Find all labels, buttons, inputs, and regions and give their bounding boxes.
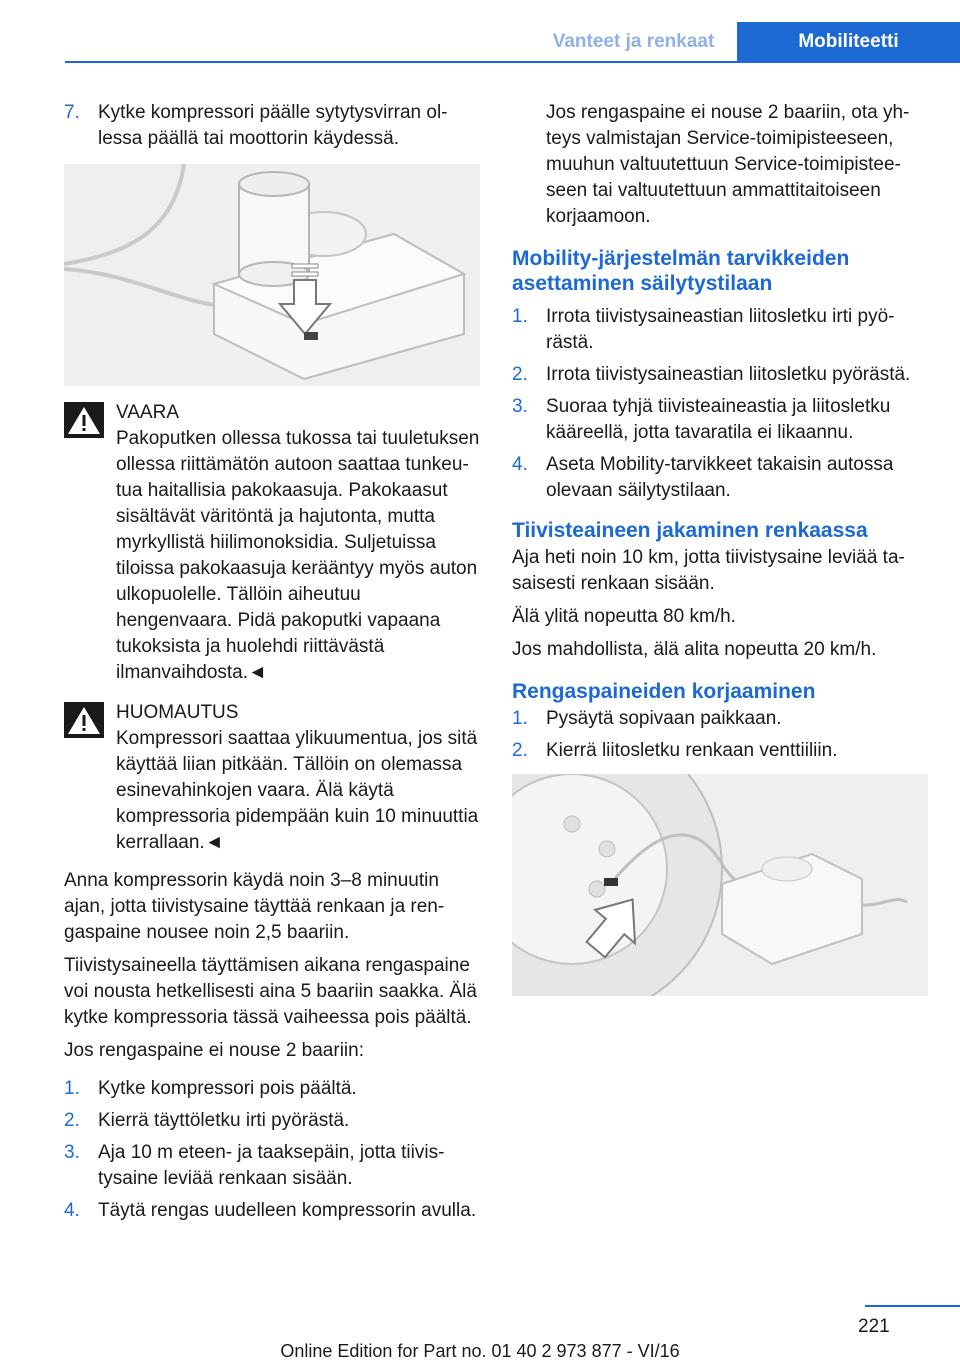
paragraph: Anna kompressorin käydä noin 3–8 minuutin ajan, jotta tiivistysaine täyttää renkaan ja rengaspaine nousee noin 2,5 baariin. <box>64 870 445 943</box>
paragraph: Aja heti noin 10 km, jotta tiivistysaine leviää tasaisesti renkaan sisään. <box>512 547 905 594</box>
compressor-figure <box>64 164 480 386</box>
warning-text: Pakoputken ollessa tukossa tai tuuletuksen ollessa riittämätön autoon saattaa tunkeutua haitallisia pakokaasuja. Pakokaasut sisältävät väritöntä ja hajutonta, mutta myrkyllistä hiilimonoksidia. Suljetuissa tiloissa pakokaasuja kerääntyy myös auton ulkopuolelle. Tällöin aiheutuu hengenvaara. Pidä pakoputki vapaana tukoksista ja huolehdi riittävästä ilmanvaihdosta.◄ <box>116 428 480 683</box>
right-column <box>512 100 928 996</box>
list-item: 3. Aja 10 m eteen- ja taaksepäin, jotta tiivistysaine leviää renkaan sisään. <box>64 1142 445 1189</box>
pressure-steps-list <box>64 1076 480 1224</box>
online-edition-note: Online Edition for Part no. 01 40 2 973 877 - VI/16 <box>280 1341 680 1361</box>
warning-danger <box>64 400 480 686</box>
list-item: 4. Aseta Mobility-tarvikkeet takaisin autossa olevaan säilytystilaan. <box>512 454 894 501</box>
tire-valve-figure <box>512 774 928 996</box>
paragraph: Jos rengaspaine ei nouse 2 baariin: <box>64 1040 364 1061</box>
storage-list <box>512 304 928 504</box>
list-text: Kytke kompressori päälle sytytysvirran ollessa päällä tai moottorin käydessä. <box>98 102 448 149</box>
list-item <box>64 100 480 152</box>
list-item: 1. Pysäytä sopivaan paikkaan. <box>512 708 782 729</box>
compressor-illustration <box>64 164 480 386</box>
list-item: 1. Kytke kompressori pois päältä. <box>64 1078 357 1099</box>
tab-vanteet-ja-renkaat[interactable]: Vanteet ja renkaat <box>530 22 737 61</box>
notice-title: HUOMAUTUS <box>116 702 239 723</box>
warning-title: VAARA <box>116 402 180 423</box>
paragraph: Jos mahdollista, älä alita nopeutta 20 km/h. <box>512 639 877 660</box>
list-item: 3. Suoraa tyhjä tiivisteaineastia ja liitosletku kääreellä, jotta tavaratila ei likaannu. <box>512 396 891 443</box>
heading-storage: Mobility-järjestelmän tarvikkeiden asettaminen säilytystilaan <box>512 247 850 295</box>
header-rule <box>65 61 960 63</box>
warning-notice <box>64 700 480 856</box>
tire-valve-illustration <box>512 774 928 996</box>
heading-distribute: Tiivisteaineen jakaminen renkaassa <box>512 519 868 542</box>
paragraph: Tiivistysaineella täyttämisen aikana rengaspaine voi nousta hetkellisesti aina 5 baariin saakka. Älä kytke kompressoria tässä vaiheessa pois päältä. <box>64 955 477 1028</box>
list-item: 1. Irrota tiivistysaineastian liitosletku irti pyörästä. <box>512 306 895 353</box>
heading-correct-pressure: Rengaspaineiden korjaaminen <box>512 680 816 703</box>
tab-mobiliteetti[interactable]: Mobiliteetti <box>737 22 960 61</box>
list-item: 4. Täytä rengas uudelleen kompressorin avulla. <box>64 1200 477 1221</box>
paragraph: Jos rengaspaine ei nouse 2 baariin, ota yhteys valmistajan Service-toimipisteeseen, muuhun valtuutettuun Service-toimipisteeseen tai valtuutettuun ammattitaitoiseen korjaamoon. <box>546 102 910 227</box>
list-item: 2. Kierrä täyttöletku irti pyörästä. <box>64 1110 350 1131</box>
list-item: 2. Kierrä liitosletku renkaan venttiiliin. <box>512 740 838 761</box>
footer-rule <box>865 1305 960 1307</box>
paragraph: Älä ylitä nopeutta 80 km/h. <box>512 606 736 627</box>
notice-text: Kompressori saattaa ylikuumentua, jos sitä käyttää liian pitkään. Tällöin on olemassa esinevahinkojen vaara. Älä käytä kompressoria pidempään kuin 10 minuuttia kerrallaan.◄ <box>116 728 479 853</box>
correct-list <box>512 706 928 764</box>
list-number: 7. <box>64 102 80 123</box>
warning-triangle-icon <box>64 402 104 438</box>
left-column <box>64 100 480 1231</box>
list-item: 2. Irrota tiivistysaineastian liitosletku pyörästä. <box>512 364 911 385</box>
page-number: 221 <box>858 1316 890 1337</box>
warning-triangle-icon <box>64 702 104 738</box>
step-list-continued <box>64 100 480 152</box>
